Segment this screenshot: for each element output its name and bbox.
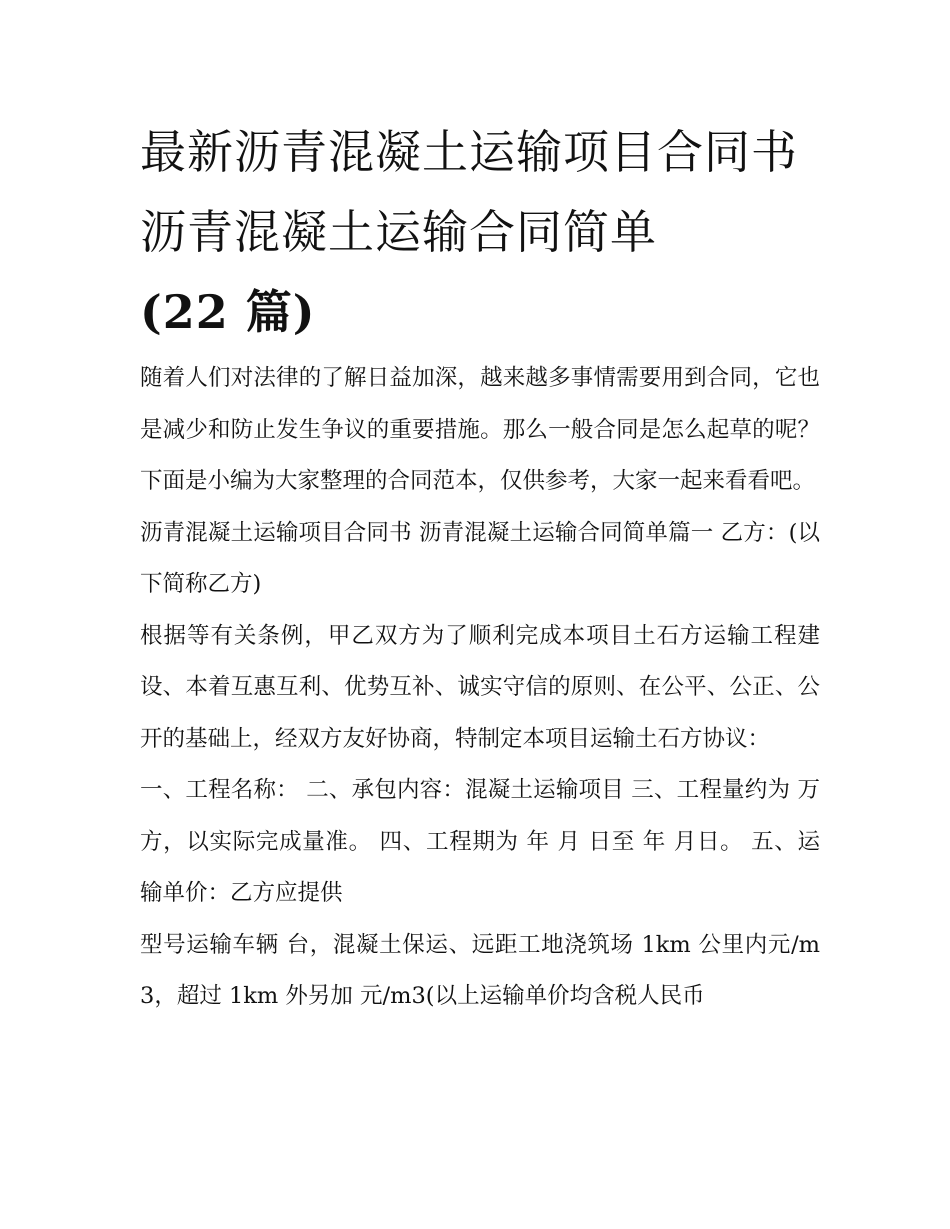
transport-price-paragraph: 型号运输车辆 台，混凝土保运、远距工地浇筑场 1km 公里内元/m3，超过 1km 外另加 元/m3(以上运输单价均含税人民币 — [140, 931, 820, 1009]
intro-paragraph: 随着人们对法律的了解日益加深，越来越多事情需要用到合同，它也是减少和防止发生争议的重要措施。那么一般合同是怎么起草的呢？下面是小编为大家整理的合同范本，仅供参考，大家一起来看看吧。 — [140, 365, 820, 494]
document-title-count: (22 篇) — [140, 285, 316, 339]
contract-terms-paragraph: 一、工程名称： 二、承包内容：混凝土运输项目 三、工程量约为 万方，以实际完成量准。 四、工程期为 年 月 日至 年 月日。 五、运输单价：乙方应提供 — [140, 777, 820, 906]
document-title — [140, 112, 820, 352]
document-body — [140, 353, 820, 1023]
section-heading-paragraph: 沥青混凝土运输项目合同书 沥青混凝土运输合同简单篇一 乙方：(以下简称乙方) — [140, 519, 820, 597]
document-title-main: 最新沥青混凝土运输项目合同书 沥青混凝土运输合同简单 — [140, 125, 798, 259]
agreement-basis-paragraph: 根据等有关条例，甲乙双方为了顺利完成本项目土石方运输工程建设、本着互惠互利、优势互补、诚实守信的原则、在公平、公正、公开的基础上，经双方友好协商，特制定本项目运输土石方协议： — [140, 622, 820, 752]
